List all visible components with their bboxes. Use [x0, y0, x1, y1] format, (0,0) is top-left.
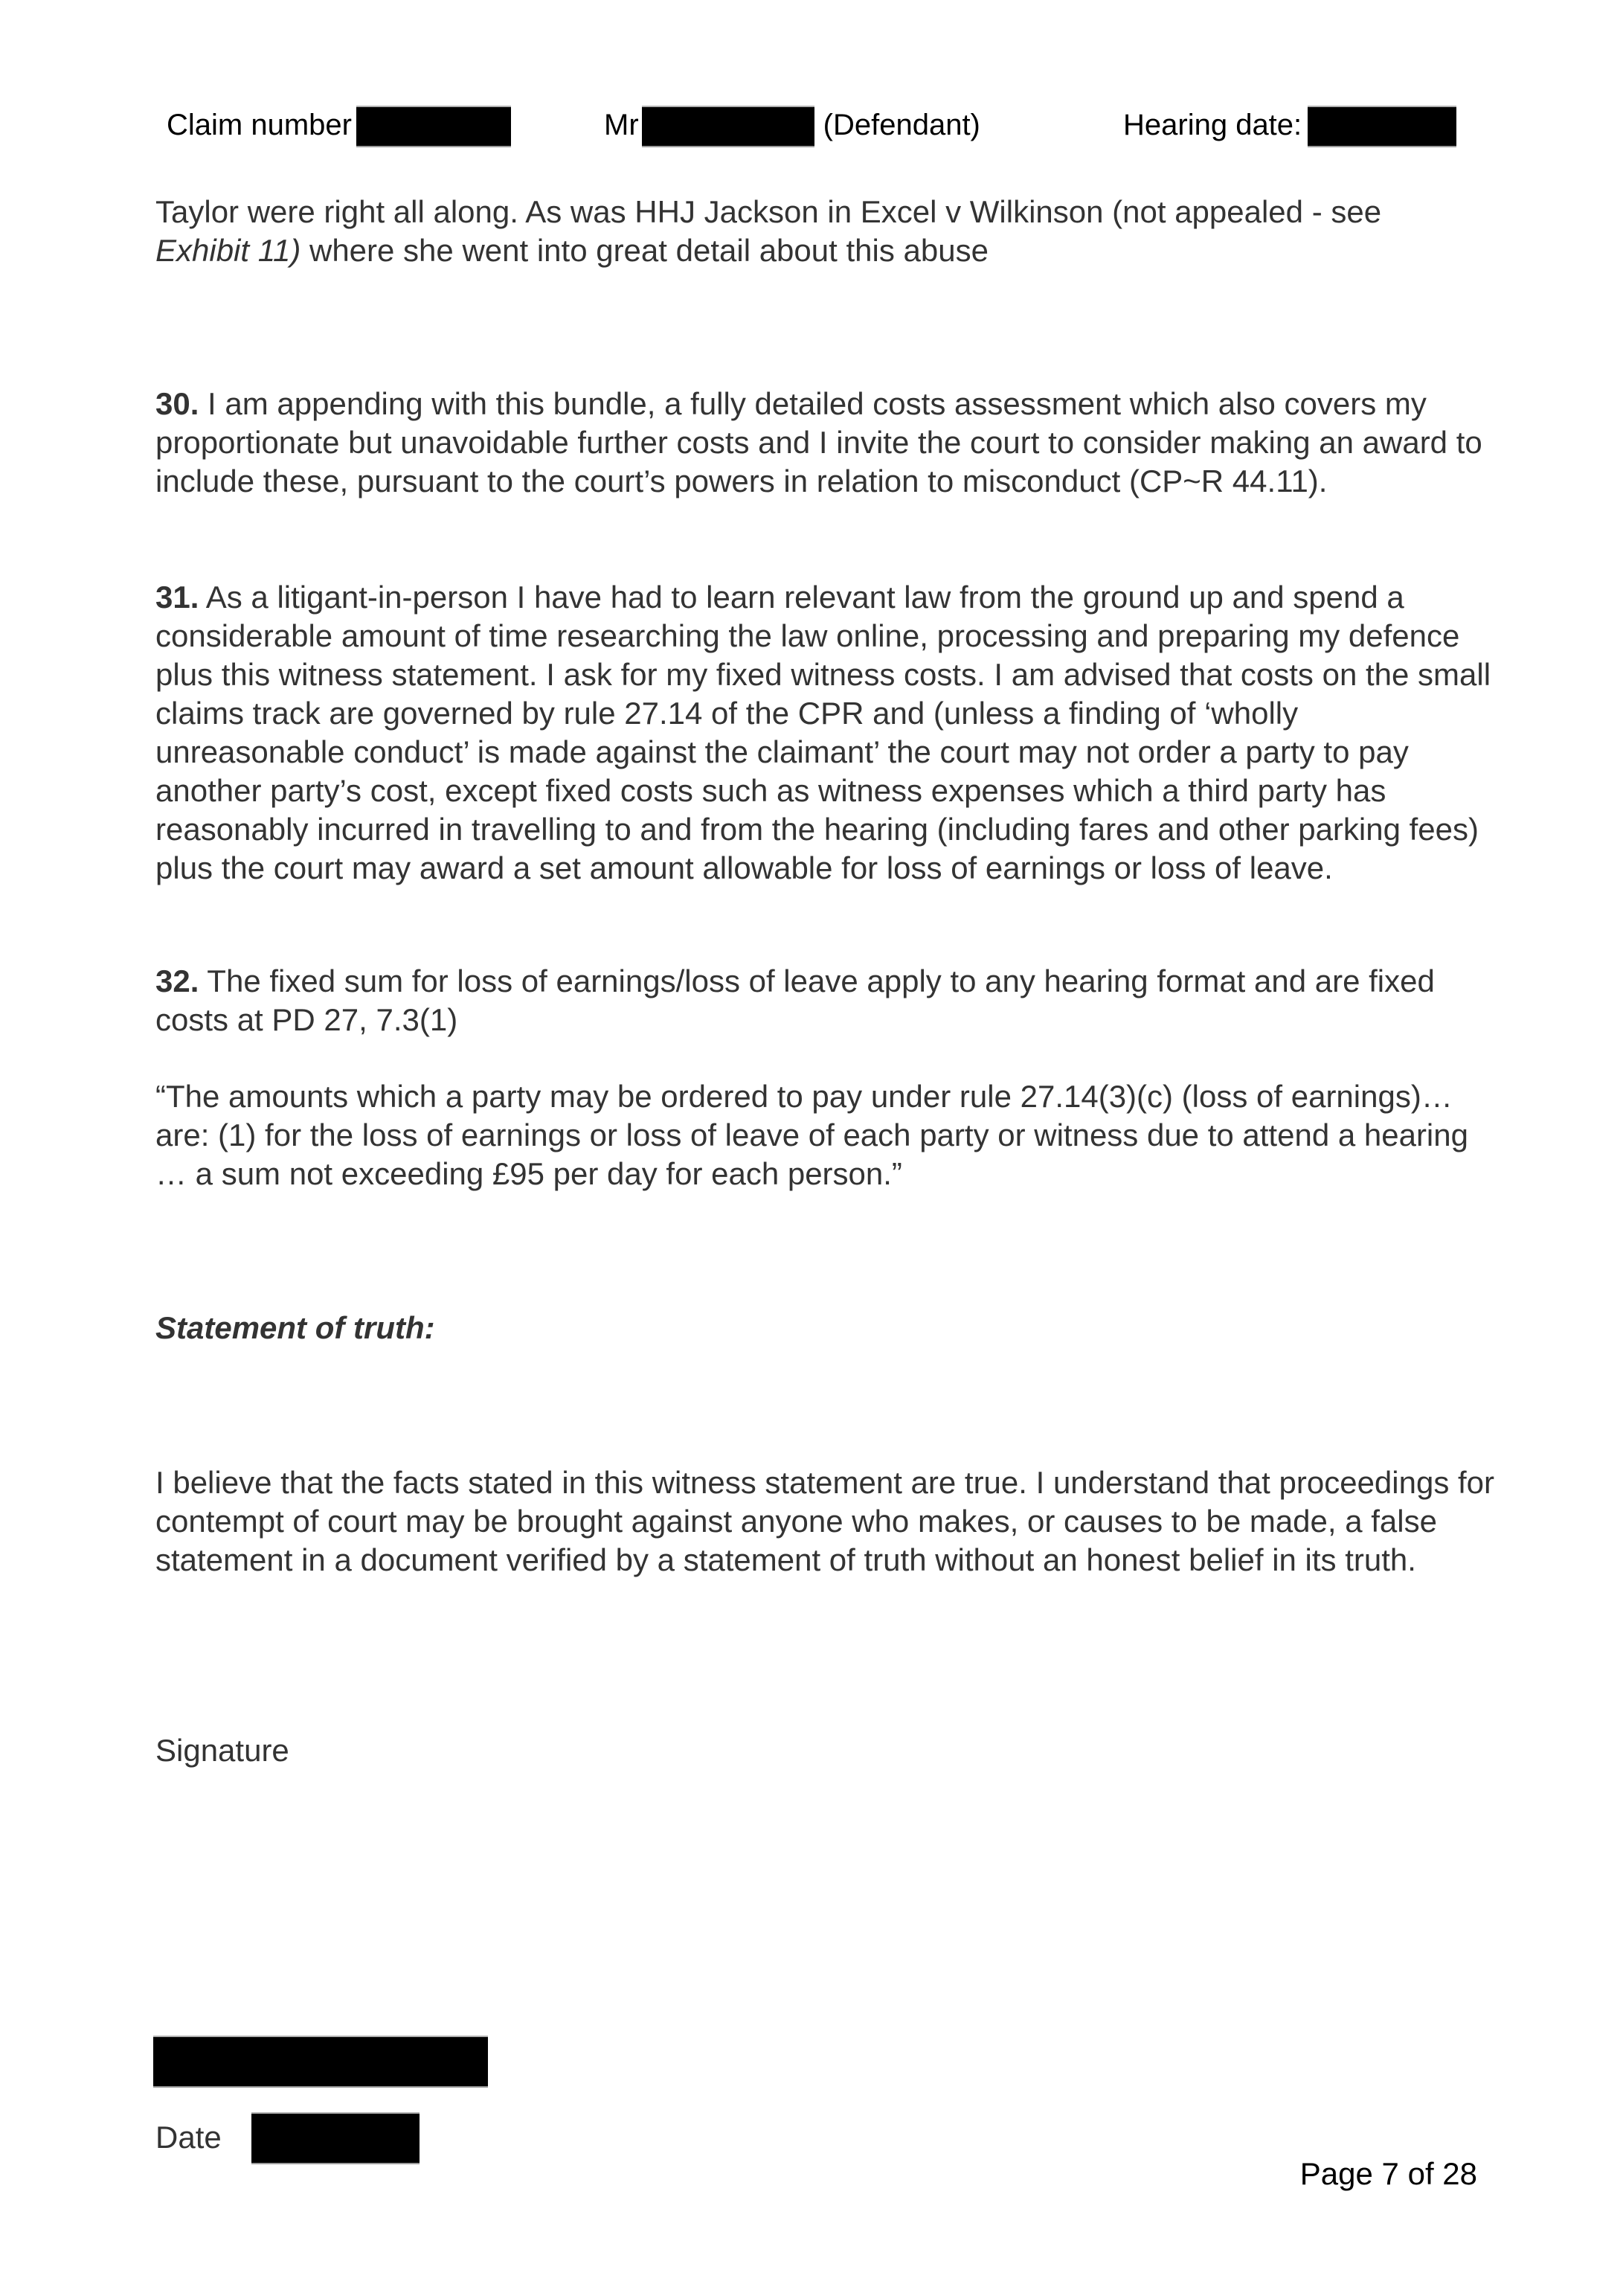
- paragraph-text: As a litigant-in-person I have had to learn relevant law from the ground up and spend a considerable amount of time researching the law online, processing and preparing my defence plus this witness statement. I ask for my fixed witness costs. I am advised that costs on the small claims track are governed by rule 27.14 of the CPR and (unless a finding of ‘wholly unreasonable conduct’ is made against the claimant’ the court may not order a party to pay another party’s cost, except fixed costs such as witness expenses which a third party has reasonably incurred in travelling to and from the hearing (including fares and other parking fees) plus the court may award a set amount allowable for loss of earnings or loss of leave.: [155, 580, 1491, 885]
- paragraph-text: I am appending with this bundle, a fully detailed costs assessment which also covers my proportionate but unavoidable further costs and I invite the court to consider making an award to include these, pursuant to the court’s powers in relation to misconduct (CP~R 44.11).: [155, 386, 1482, 498]
- defendant-label: (Defendant): [823, 109, 980, 141]
- paragraph-32: [155, 962, 1494, 1039]
- redacted-signature: [153, 2036, 488, 2088]
- statement-of-truth-text: [155, 1463, 1494, 1580]
- statement-text: I believe that the facts stated in this witness statement are true. I understand that proceedings for contempt of court may be brought against anyone who makes, or causes to be made, a false statement in a document verified by a statement of truth without an honest belief in its truth.: [155, 1465, 1495, 1577]
- paragraph-number: 31.: [155, 580, 199, 615]
- redacted-claim-number: [356, 106, 511, 147]
- claim-number-label: Claim number: [167, 109, 352, 141]
- redacted-hearing-date: [1308, 106, 1456, 147]
- redacted-defendant-name: [642, 106, 814, 147]
- page-number: Page 7 of 28: [1299, 2156, 1477, 2191]
- exhibit-reference: Exhibit 11): [155, 233, 301, 268]
- mr-label: Mr: [604, 109, 639, 141]
- paragraph-text: The fixed sum for loss of earnings/loss of leave apply to any hearing format and are fixed costs at PD 27, 7.3(1): [155, 963, 1435, 1037]
- paragraph-number: 32.: [155, 963, 199, 998]
- signature-label: Signature: [155, 1733, 289, 1768]
- header-claim: [167, 104, 511, 146]
- intro-paragraph: [155, 193, 1494, 270]
- paragraph-31: [155, 578, 1494, 888]
- paragraph-30: [155, 385, 1494, 501]
- pd27-quote: [155, 1077, 1494, 1193]
- date-label: Date: [155, 2120, 222, 2155]
- statement-of-truth-heading: Statement of truth:: [155, 1310, 435, 1345]
- intro-line2: where she went into great detail about this abuse: [301, 233, 989, 268]
- paragraph-number: 30.: [155, 386, 199, 421]
- header-hearing-date: [1123, 104, 1456, 146]
- intro-line1: Taylor were right all along. As was HHJ Jackson in Excel v Wilkinson (not appealed - see: [155, 194, 1382, 229]
- redacted-date: [251, 2112, 420, 2164]
- quote-text: “The amounts which a party may be ordered to pay under rule 27.14(3)(c) (loss of earnings)… are: (1) for the loss of earnings or loss of leave of each party or witness due to attend a hearing … a sum not exceeding £95 per day for each person.”: [155, 1079, 1468, 1191]
- header-defendant: [604, 104, 980, 146]
- hearing-date-label: Hearing date:: [1123, 109, 1302, 141]
